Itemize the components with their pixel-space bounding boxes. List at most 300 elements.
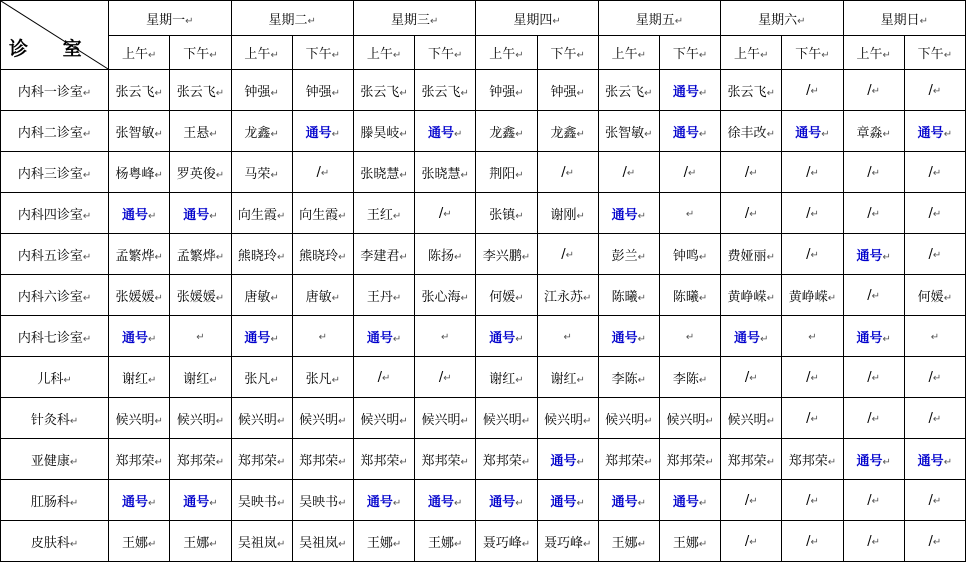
schedule-cell (476, 521, 537, 562)
paragraph-mark: ↵ (148, 538, 157, 550)
table-row (1, 193, 966, 234)
paragraph-mark: ↵ (521, 415, 531, 427)
paragraph-mark: ↵ (331, 87, 341, 99)
paragraph-mark: ↵ (148, 333, 157, 345)
paragraph-mark: ↵ (392, 50, 402, 61)
paragraph-mark: ↵ (154, 292, 163, 304)
half-day-label: 上午 (489, 47, 516, 62)
empty-slot: / (744, 369, 750, 385)
schedule-cell (659, 439, 720, 480)
paragraph-mark: ↵ (637, 210, 647, 222)
general-number-label: 通号 (122, 330, 149, 346)
empty-slot: / (928, 205, 933, 221)
schedule-cell (537, 111, 598, 152)
paragraph-mark: ↵ (338, 538, 347, 550)
schedule-cell (843, 70, 904, 111)
schedule-cell (292, 521, 353, 562)
doctor-name: 陈扬 (428, 248, 455, 264)
doctor-name: 张云飞 (115, 84, 155, 100)
paragraph-mark: ↵ (637, 251, 647, 263)
schedule-cell (782, 521, 843, 562)
paragraph-mark: ↵ (637, 538, 647, 550)
day-label: 星期日 (880, 12, 920, 28)
schedule-cell (170, 480, 231, 521)
doctor-name: 孟繁烨 (176, 248, 216, 264)
general-number-label: 通号 (489, 330, 516, 346)
morning-header (598, 36, 659, 70)
paragraph-mark: ↵ (82, 251, 92, 263)
department-label: 内科一诊室 (17, 84, 83, 100)
doctor-name: 吴祖岚 (237, 535, 277, 551)
day-label: 星期三 (390, 12, 430, 28)
paragraph-mark: ↵ (521, 538, 531, 550)
afternoon-header (659, 36, 720, 70)
paragraph-mark: ↵ (399, 415, 408, 427)
paragraph-mark: ↵ (565, 249, 575, 261)
department-label: 亚健康 (30, 453, 70, 469)
paragraph-mark: ↵ (399, 456, 408, 468)
schedule-cell (659, 316, 720, 357)
general-number-label: 通号 (672, 125, 699, 141)
schedule-cell (537, 521, 598, 562)
empty-slot: / (867, 164, 872, 180)
paragraph-mark: ↵ (82, 169, 92, 181)
department-name (1, 357, 109, 398)
half-day-label: 下午 (795, 47, 822, 62)
schedule-cell (231, 275, 292, 316)
paragraph-mark: ↵ (148, 210, 157, 222)
paragraph-mark: ↵ (320, 167, 330, 179)
empty-slot: / (867, 369, 872, 385)
schedule-cell (537, 193, 598, 234)
schedule-cell (598, 152, 659, 193)
doctor-name: 王红 (366, 207, 393, 223)
doctor-name: 何媛 (917, 289, 944, 305)
schedule-cell (170, 70, 231, 111)
doctor-name: 李陈 (672, 371, 699, 387)
paragraph-mark: ↵ (943, 128, 953, 140)
half-day-label: 下午 (672, 47, 699, 62)
schedule-cell (170, 439, 231, 480)
paragraph-mark: ↵ (705, 415, 714, 427)
department-name (1, 398, 109, 439)
empty-slot: / (867, 492, 872, 508)
doctor-name: 王娜 (366, 535, 393, 551)
schedule-cell (231, 70, 292, 111)
paragraph-mark: ↵ (443, 372, 452, 384)
doctor-name: 龙鑫 (244, 125, 271, 141)
paragraph-mark: ↵ (637, 50, 647, 61)
paragraph-mark: ↵ (399, 128, 408, 140)
schedule-cell (537, 480, 598, 521)
paragraph-mark: ↵ (209, 128, 218, 140)
schedule-cell (353, 521, 414, 562)
paragraph-mark: ↵ (331, 292, 341, 304)
doctor-name: 张云飞 (727, 84, 767, 100)
paragraph-mark: ↵ (392, 333, 402, 345)
half-day-label: 上午 (122, 47, 149, 62)
schedule-cell (476, 70, 537, 111)
general-number-label: 通号 (734, 330, 761, 346)
department-label: 内科七诊室 (17, 330, 83, 346)
paragraph-mark: ↵ (209, 497, 218, 509)
schedule-cell (598, 480, 659, 521)
schedule-cell (292, 152, 353, 193)
paragraph-mark: ↵ (154, 251, 163, 263)
schedule-cell (231, 439, 292, 480)
doctor-name: 郑邦荣 (360, 453, 400, 469)
schedule-cell (843, 480, 904, 521)
paragraph-mark: ↵ (209, 538, 218, 550)
table-row (1, 111, 966, 152)
doctor-name: 郑邦荣 (788, 453, 828, 469)
schedule-cell (109, 480, 170, 521)
schedule-cell (721, 439, 782, 480)
schedule-cell (659, 152, 720, 193)
doctor-name: 谢红 (183, 371, 210, 387)
department-label: 皮肤科 (30, 535, 70, 551)
doctor-name: 龙鑫 (489, 125, 516, 141)
paragraph-mark: ↵ (521, 456, 531, 468)
schedule-cell (904, 70, 965, 111)
doctor-name: 郑邦荣 (176, 453, 216, 469)
half-day-label: 上午 (856, 47, 883, 62)
empty-slot: / (744, 205, 750, 221)
schedule-cell (353, 480, 414, 521)
paragraph-mark: ↵ (82, 333, 92, 345)
schedule-cell (659, 193, 720, 234)
schedule-cell (292, 275, 353, 316)
paragraph-mark: ↵ (331, 374, 341, 386)
doctor-name: 郑邦荣 (666, 453, 706, 469)
doctor-name: 谢红 (122, 371, 149, 387)
doctor-name: 王娜 (611, 535, 638, 551)
doctor-name: 王娜 (122, 535, 149, 551)
doctor-name: 候兴明 (421, 412, 461, 428)
corner-cell (1, 1, 109, 70)
schedule-cell (537, 316, 598, 357)
paragraph-mark: ↵ (766, 128, 775, 140)
paragraph-mark: ↵ (576, 50, 585, 61)
paragraph-mark: ↵ (576, 128, 585, 140)
doctor-name: 唐敏 (244, 289, 271, 305)
paragraph-mark: ↵ (382, 372, 391, 384)
department-name (1, 193, 109, 234)
schedule-cell (843, 152, 904, 193)
paragraph-mark: ↵ (749, 495, 758, 507)
paragraph-mark: ↵ (148, 50, 157, 61)
schedule-cell (231, 480, 292, 521)
schedule-cell (476, 275, 537, 316)
afternoon-header (170, 36, 231, 70)
paragraph-mark: ↵ (919, 15, 928, 27)
schedule-cell (292, 439, 353, 480)
paragraph-mark: ↵ (882, 251, 891, 263)
schedule-cell (659, 480, 720, 521)
table-row (1, 480, 966, 521)
doctor-name: 陈曦 (672, 289, 699, 305)
paragraph-mark: ↵ (215, 251, 225, 263)
day-header (843, 1, 965, 36)
paragraph-mark: ↵ (515, 497, 524, 509)
paragraph-mark: ↵ (515, 333, 524, 345)
doctor-name: 孟繁烨 (115, 248, 155, 264)
paragraph-mark: ↵ (637, 374, 647, 386)
general-number-label: 通号 (795, 125, 822, 141)
paragraph-mark: ↵ (576, 374, 585, 386)
schedule-cell (292, 111, 353, 152)
general-number-label: 通号 (428, 125, 455, 141)
paragraph-mark: ↵ (460, 292, 469, 304)
schedule-cell (415, 398, 476, 439)
schedule-cell (659, 111, 720, 152)
schedule-cell (721, 152, 782, 193)
department-label: 肛肠科 (30, 494, 70, 510)
department-name (1, 275, 109, 316)
schedule-cell (353, 357, 414, 398)
paragraph-mark: ↵ (515, 210, 524, 222)
paragraph-mark: ↵ (698, 497, 708, 509)
paragraph-mark: ↵ (698, 251, 708, 263)
empty-slot: / (744, 492, 750, 508)
department-label: 内科五诊室 (17, 248, 83, 264)
general-number-label: 通号 (672, 494, 699, 510)
schedule-cell (353, 111, 414, 152)
paragraph-mark: ↵ (515, 292, 524, 304)
day-header (109, 1, 231, 36)
schedule-cell (353, 316, 414, 357)
doctor-name: 郑邦荣 (605, 453, 645, 469)
afternoon-header (782, 36, 843, 70)
department-label: 针灸科 (30, 412, 70, 428)
schedule-cell (415, 275, 476, 316)
doctor-name: 熊晓玲 (237, 248, 277, 264)
paragraph-mark: ↵ (154, 87, 163, 99)
schedule-cell (231, 316, 292, 357)
empty-slot: / (377, 369, 383, 385)
schedule-cell (782, 275, 843, 316)
department-label: 内科二诊室 (17, 125, 83, 141)
empty-slot: / (806, 246, 811, 262)
paragraph-mark: ↵ (209, 50, 218, 61)
schedule-cell (659, 398, 720, 439)
paragraph-mark: ↵ (821, 128, 830, 140)
paragraph-mark: ↵ (338, 456, 347, 468)
paragraph-mark: ↵ (932, 372, 942, 384)
general-number-label: 通号 (611, 207, 638, 223)
schedule-cell (598, 193, 659, 234)
general-number-label: 通号 (550, 494, 577, 510)
doctor-name: 钟鸣 (672, 248, 699, 264)
paragraph-mark: ↵ (196, 331, 205, 343)
half-day-label: 上午 (611, 47, 638, 62)
schedule-cell (415, 152, 476, 193)
paragraph-mark: ↵ (392, 538, 402, 550)
paragraph-mark: ↵ (460, 456, 469, 468)
doctor-name: 聂巧峰 (482, 535, 522, 551)
schedule-cell (904, 316, 965, 357)
table-row (1, 234, 966, 275)
half-day-label: 下午 (305, 47, 332, 62)
schedule-cell (109, 275, 170, 316)
paragraph-mark: ↵ (154, 456, 163, 468)
paragraph-mark: ↵ (882, 456, 891, 468)
schedule-cell (231, 152, 292, 193)
schedule-cell (537, 357, 598, 398)
paragraph-mark: ↵ (563, 331, 572, 343)
doctor-name: 王娜 (672, 535, 699, 551)
paragraph-mark: ↵ (932, 167, 942, 179)
paragraph-mark: ↵ (644, 128, 653, 140)
paragraph-mark: ↵ (276, 456, 286, 468)
paragraph-mark: ↵ (576, 210, 585, 222)
schedule-cell (415, 111, 476, 152)
paragraph-mark: ↵ (276, 497, 286, 509)
empty-slot: / (928, 492, 933, 508)
doctor-name: 聂巧峰 (543, 535, 583, 551)
afternoon-header (537, 36, 598, 70)
doctor-name: 王娜 (428, 535, 455, 551)
empty-slot: / (867, 533, 872, 549)
doctor-name: 郑邦荣 (727, 453, 767, 469)
paragraph-mark: ↵ (270, 292, 279, 304)
doctor-name: 郑邦荣 (237, 453, 277, 469)
paragraph-mark: ↵ (441, 331, 450, 343)
schedule-cell (843, 398, 904, 439)
schedule-cell (292, 316, 353, 357)
schedule-cell (476, 193, 537, 234)
schedule-cell (170, 234, 231, 275)
paragraph-mark: ↵ (270, 333, 279, 345)
paragraph-mark: ↵ (827, 456, 837, 468)
paragraph-mark: ↵ (318, 331, 328, 343)
schedule-cell (721, 316, 782, 357)
doctor-name: 候兴明 (482, 412, 522, 428)
paragraph-mark: ↵ (644, 415, 653, 427)
doctor-name: 钟强 (244, 84, 271, 100)
schedule-cell (415, 357, 476, 398)
schedule-cell (904, 193, 965, 234)
schedule-cell (659, 234, 720, 275)
paragraph-mark: ↵ (932, 208, 942, 220)
afternoon-header (904, 36, 965, 70)
schedule-cell (721, 234, 782, 275)
schedule-cell (598, 275, 659, 316)
general-number-label: 通号 (244, 330, 271, 346)
half-day-label: 上午 (244, 47, 271, 62)
table-row (1, 521, 966, 562)
general-number-label: 通号 (428, 494, 455, 510)
day-label: 星期五 (635, 12, 675, 28)
paragraph-mark: ↵ (82, 292, 92, 304)
schedule-cell (904, 234, 965, 275)
paragraph-mark: ↵ (460, 169, 469, 181)
doctor-name: 李兴鹏 (482, 248, 522, 264)
paragraph-mark: ↵ (821, 50, 830, 61)
table-row (1, 70, 966, 111)
empty-slot: / (683, 164, 689, 180)
paragraph-mark: ↵ (871, 413, 881, 425)
schedule-cell (353, 152, 414, 193)
empty-slot: / (744, 164, 750, 180)
paragraph-mark: ↵ (766, 292, 775, 304)
general-number-label: 通号 (122, 207, 149, 223)
doctor-name: 候兴明 (299, 412, 339, 428)
doctor-name: 张云飞 (360, 84, 400, 100)
table-row (1, 439, 966, 480)
paragraph-mark: ↵ (270, 169, 279, 181)
paragraph-mark: ↵ (582, 415, 592, 427)
half-day-label: 上午 (366, 47, 393, 62)
paragraph-mark: ↵ (443, 208, 452, 220)
table-row (1, 357, 966, 398)
empty-slot: / (928, 369, 933, 385)
morning-header (476, 36, 537, 70)
paragraph-mark: ↵ (338, 415, 347, 427)
paragraph-mark: ↵ (698, 50, 708, 61)
schedule-cell (292, 234, 353, 275)
paragraph-mark: ↵ (943, 292, 953, 304)
schedule-cell (721, 480, 782, 521)
table-row (1, 316, 966, 357)
schedule-cell (782, 316, 843, 357)
table-row (1, 398, 966, 439)
empty-slot: / (438, 205, 444, 221)
doctor-name: 候兴明 (543, 412, 583, 428)
empty-slot: / (806, 492, 811, 508)
paragraph-mark: ↵ (515, 128, 524, 140)
paragraph-mark: ↵ (766, 456, 775, 468)
general-number-label: 通号 (183, 207, 210, 223)
paragraph-mark: ↵ (810, 249, 819, 261)
schedule-cell (659, 275, 720, 316)
schedule-cell (109, 439, 170, 480)
schedule-cell (659, 357, 720, 398)
schedule-cell (415, 70, 476, 111)
paragraph-mark: ↵ (637, 292, 647, 304)
paragraph-mark: ↵ (705, 456, 714, 468)
empty-slot: / (928, 410, 933, 426)
paragraph-mark: ↵ (637, 497, 647, 509)
general-number-label: 通号 (366, 330, 393, 346)
doctor-name: 候兴明 (727, 412, 767, 428)
paragraph-mark: ↵ (515, 169, 524, 181)
schedule-cell (109, 152, 170, 193)
schedule-cell (415, 316, 476, 357)
empty-slot: / (867, 410, 872, 426)
schedule-cell (537, 70, 598, 111)
doctor-name: 张智敏 (605, 125, 645, 141)
doctor-name: 钟强 (489, 84, 516, 100)
schedule-cell (537, 152, 598, 193)
paragraph-mark: ↵ (749, 536, 758, 548)
schedule-cell (170, 111, 231, 152)
schedule-cell (170, 275, 231, 316)
paragraph-mark: ↵ (637, 333, 647, 345)
empty-slot: / (928, 533, 933, 549)
empty-slot: / (806, 410, 811, 426)
paragraph-mark: ↵ (276, 538, 286, 550)
department-name (1, 70, 109, 111)
schedule-cell (843, 521, 904, 562)
doctor-name: 熊晓玲 (299, 248, 339, 264)
corner-label: 诊 室 (9, 38, 96, 60)
schedule-cell (353, 439, 414, 480)
paragraph-mark: ↵ (148, 374, 157, 386)
paragraph-mark: ↵ (270, 87, 279, 99)
paragraph-mark: ↵ (766, 415, 775, 427)
schedule-cell (292, 480, 353, 521)
